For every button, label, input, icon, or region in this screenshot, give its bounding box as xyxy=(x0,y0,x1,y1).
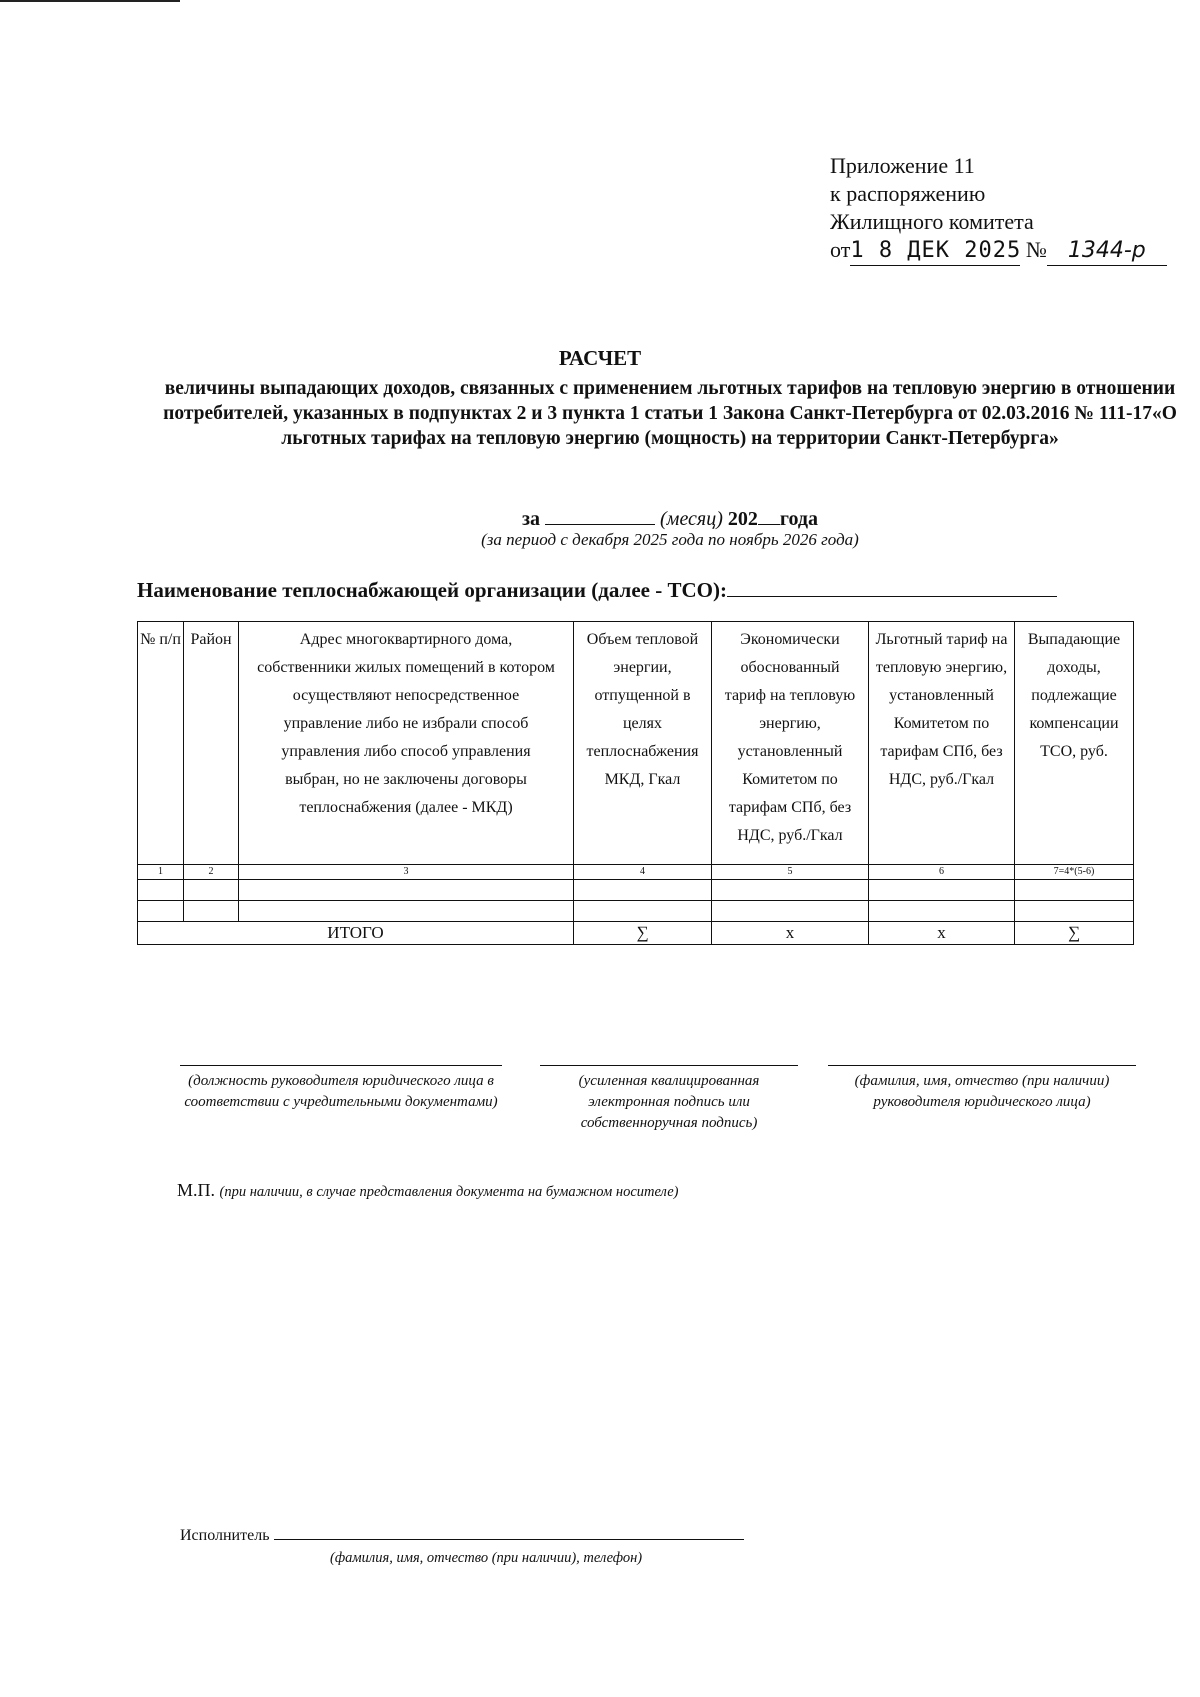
table-cell xyxy=(239,901,574,922)
table-cell xyxy=(869,880,1015,901)
appendix-block xyxy=(830,152,1167,266)
year-prefix: 202 xyxy=(727,508,758,530)
column-number: 5 xyxy=(712,865,869,880)
table-cell xyxy=(239,880,574,901)
total-value: x xyxy=(869,922,1015,945)
period-prefix: за xyxy=(521,508,541,530)
header-cell: Объем тепловой энергии, отпущенной в целях теплоснабжения МКД, Гкал xyxy=(574,622,712,865)
table-cell xyxy=(712,880,869,901)
signature-position: (должность руководителя юридического лица в соответствии с учредительными документами) xyxy=(180,1065,502,1113)
executor-note: (фамилия, имя, отчество (при наличии), телефон) xyxy=(330,1550,643,1566)
org-line xyxy=(137,578,1057,603)
executor-label: Исполнитель xyxy=(180,1527,270,1544)
signature-digital: (усиленная квалицированная электронная подпись или собственноручная подпись) xyxy=(540,1065,798,1134)
stamp-label: М.П. xyxy=(177,1180,216,1200)
document-title: РАСЧЕТ xyxy=(558,346,642,370)
period-note: (за период с декабря 2025 года по ноябрь 2026 года) xyxy=(481,530,859,549)
executor-blank xyxy=(274,1539,744,1540)
appendix-line-3: Жилищного комитета xyxy=(830,209,1034,234)
column-number: 4 xyxy=(574,865,712,880)
header-cell: Льготный тариф на тепловую энергию, установленный Комитетом по тарифам СПб, без НДС, руб./Гкал xyxy=(869,622,1015,865)
appendix-date-row xyxy=(830,236,1167,266)
document-heading: величины выпадающих доходов, связанных с применением льготных тарифов на тепловую энергию в отношении потребителей, указанных в подпунктах 2 и 3 пункта 1 статьи 1 Закона Санкт-Петербурга от 02.03.2016 № 111-17«О льготных тарифах на тепловую энергию (мощность) на территории Санкт-Петербурга» xyxy=(163,378,1177,449)
table-cell xyxy=(138,880,184,901)
date-prefix: от xyxy=(830,237,851,262)
column-number: 7=4*(5-6) xyxy=(1015,865,1134,880)
header-cell: Адрес многоквартирного дома, собственники жилых помещений в котором осуществляют непосредственное управление либо не избрали способ управления либо способ управления выбран, но не заключены договоры теплоснабжения (далее - МКД) xyxy=(239,622,574,865)
month-blank xyxy=(545,524,655,525)
table-row xyxy=(138,901,1134,922)
org-label: Наименование теплоснабжающей организации (далее - ТСО): xyxy=(137,578,727,602)
header-cell: Район xyxy=(184,622,239,865)
number-prefix: № xyxy=(1025,237,1047,262)
table-cell xyxy=(1015,901,1134,922)
executor-line xyxy=(180,1527,744,1545)
total-label: ИТОГО xyxy=(138,922,574,945)
table-cell xyxy=(574,901,712,922)
period-line xyxy=(130,508,1200,531)
total-value: x xyxy=(712,922,869,945)
year-blank xyxy=(758,524,780,525)
calculation-table xyxy=(137,621,1134,945)
column-number: 2 xyxy=(184,865,239,880)
table-cell xyxy=(574,880,712,901)
top-rule xyxy=(0,0,180,2)
column-number: 3 xyxy=(239,865,574,880)
appendix-line-1: Приложение 11 xyxy=(830,153,975,178)
handwritten-number: 1344-р xyxy=(1047,237,1167,266)
table-cell xyxy=(138,901,184,922)
total-row xyxy=(138,922,1134,945)
column-number-row xyxy=(138,865,1134,880)
stamp-note: (при наличии, в случае представления документа на бумажном носителе) xyxy=(219,1184,679,1200)
appendix-line-2: к распоряжению xyxy=(830,181,986,206)
table-cell xyxy=(1015,880,1134,901)
date-stamp: 1 8 ДЕК 2025 xyxy=(850,237,1020,266)
header-cell: Выпадающие доходы, подлежащие компенсации ТСО, руб. xyxy=(1015,622,1134,865)
header-cell: Экономически обоснованный тариф на тепловую энергию, установленный Комитетом по тарифам СПб, без НДС, руб./Гкал xyxy=(712,622,869,865)
table-header-row xyxy=(138,622,1134,865)
table-cell xyxy=(184,901,239,922)
total-value: ∑ xyxy=(1015,922,1134,945)
table-cell xyxy=(869,901,1015,922)
table-cell xyxy=(712,901,869,922)
table-row xyxy=(138,880,1134,901)
year-suffix: года xyxy=(779,508,819,530)
column-number: 1 xyxy=(138,865,184,880)
signature-name: (фамилия, имя, отчество (при наличии) руководителя юридического лица) xyxy=(828,1065,1136,1113)
column-number: 6 xyxy=(869,865,1015,880)
month-label: (месяц) xyxy=(660,508,723,530)
org-blank xyxy=(727,596,1057,597)
stamp-line xyxy=(177,1180,679,1201)
header-cell: № п/п xyxy=(138,622,184,865)
table-cell xyxy=(184,880,239,901)
total-value: ∑ xyxy=(574,922,712,945)
